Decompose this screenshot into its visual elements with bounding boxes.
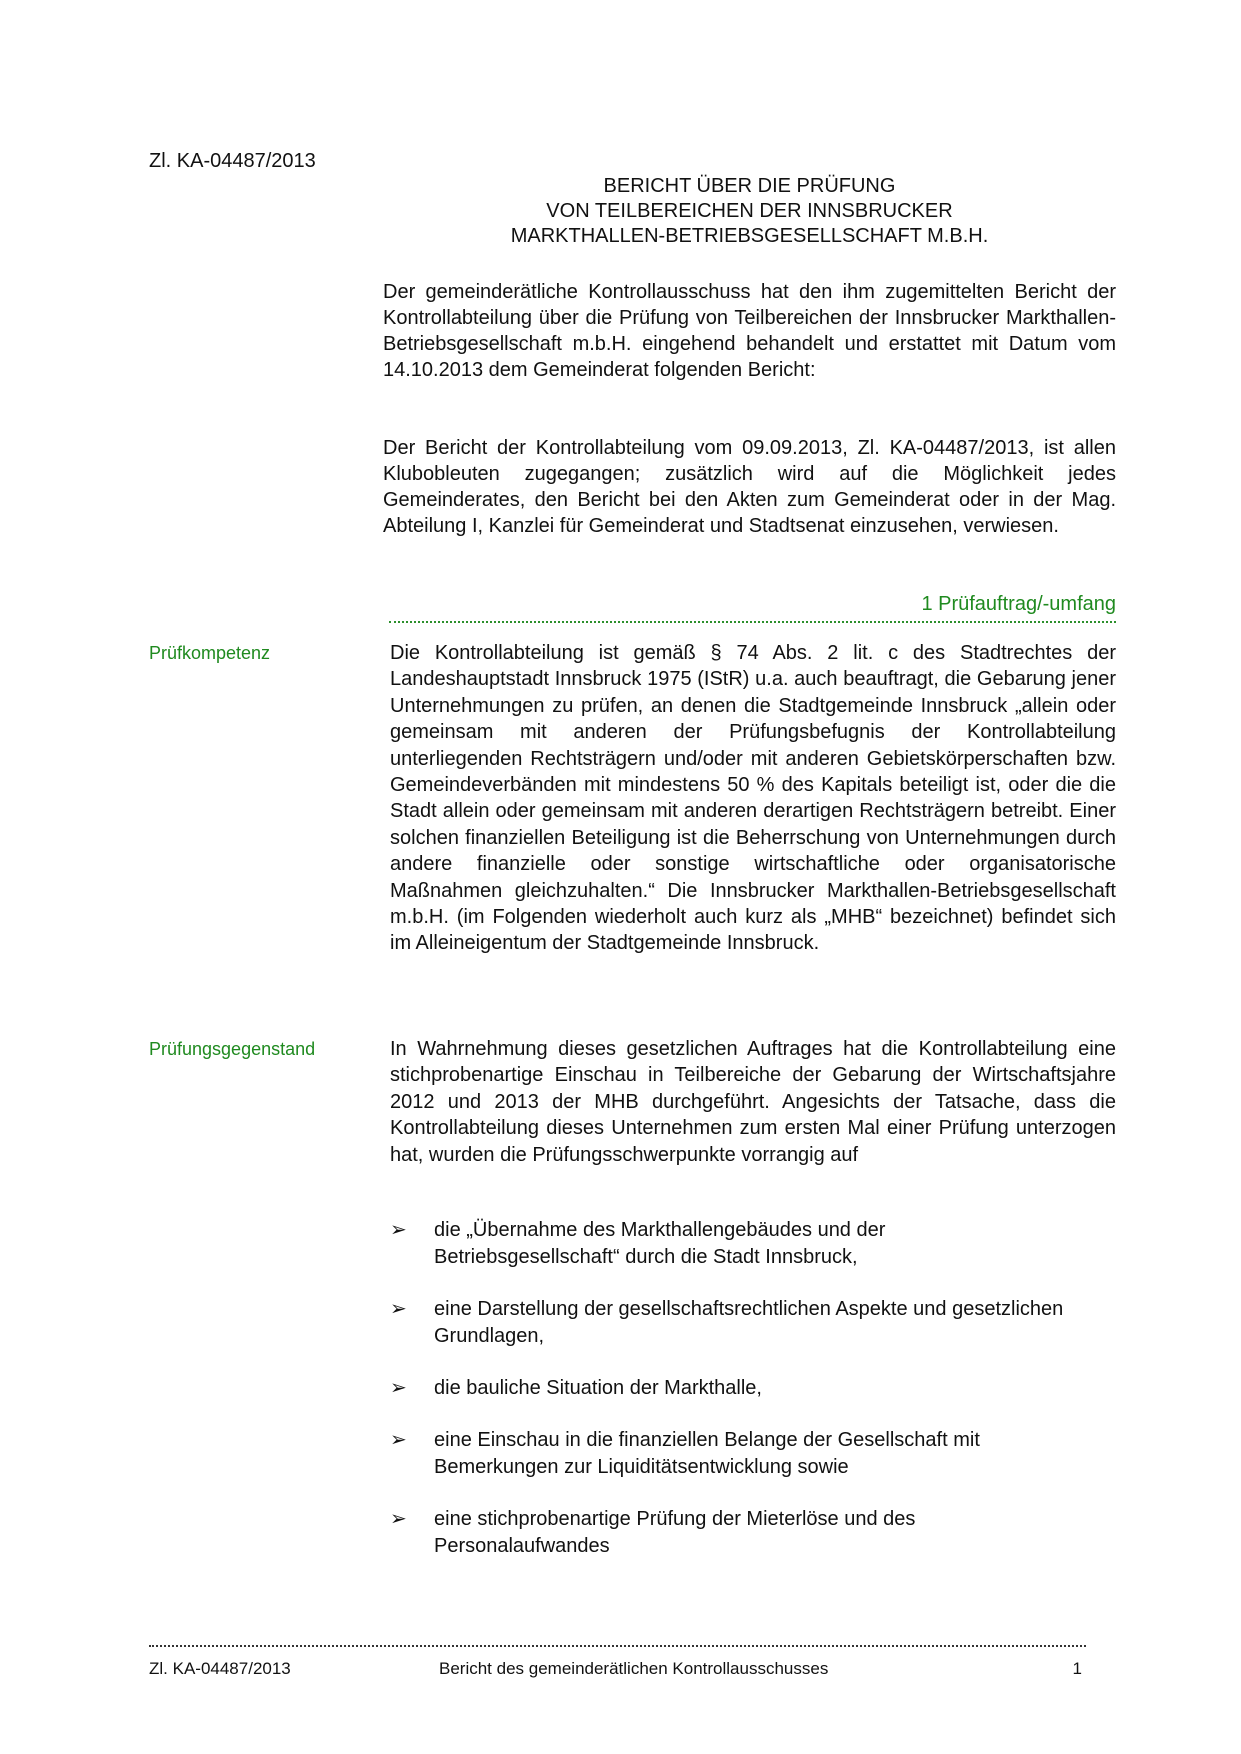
list-item-text: eine Darstellung der gesellschaftsrechtlichen Aspekte und gesetzlichen Grundlagen, [434,1298,1064,1347]
section-divider [389,621,1116,623]
document-reference: Zl. KA-04487/2013 [149,150,316,172]
footer-divider [149,1645,1086,1647]
margin-label-competence: Prüfkompetenz [149,643,271,663]
arrow-bullet-icon: ➢ [390,1219,407,1241]
title-line-1: BERICHT ÜBER DIE PRÜFUNG [603,175,896,197]
list-item-text: die bauliche Situation der Markthalle, [434,1377,762,1399]
page-number: 1 [1072,1659,1082,1678]
list-item-text: eine stichprobenartige Prüfung der Mieterlöse und des Personalaufwandes [434,1508,916,1557]
arrow-bullet-icon: ➢ [390,1377,407,1399]
intro-paragraph-2: Der Bericht der Kontrollabteilung vom 09.09.2013, Zl. KA-04487/2013, ist allen Klubobleuten zugegangen; zusätzlich wird auf die Möglichkeit jedes Gemeinderates, den Bericht bei den Akten zum Gemeinderat oder in der Mag. Abteilung I, Kanzlei für Gemeinderat und Stadtsenat einzusehen, verwiesen. [383,437,1116,537]
section-heading: 1 Prüfauftrag/-umfang [921,593,1116,615]
margin-label-subject: Prüfungsgegenstand [149,1039,316,1059]
list-item-text: die „Übernahme des Markthallengebäudes und der Betriebsgesellschaft“ durch die Stadt Innsbruck, [434,1219,886,1268]
arrow-bullet-icon: ➢ [390,1508,407,1530]
intro-paragraph-1: Der gemeinderätliche Kontrollausschuss hat den ihm zugemittelten Bericht der Kontrollabteilung über die Prüfung von Teilbereichen der Innsbrucker Markthallen-Betriebsgesellschaft m.b.H. eingehend behandelt und erstattet mit Datum vom 14.10.2013 dem Gemeinderat folgenden Bericht: [383,281,1116,381]
document-title [383,174,1116,249]
list-item-text: eine Einschau in die finanziellen Belange der Gesellschaft mit Bemerkungen zur Liquiditätsentwicklung sowie [434,1429,980,1478]
footer-reference: Zl. KA-04487/2013 [149,1659,291,1678]
title-line-2: VON TEILBEREICHEN DER INNSBRUCKER [546,200,953,222]
footer-title: Bericht des gemeinderätlichen Kontrollausschusses [439,1659,829,1678]
competence-paragraph: Die Kontrollabteilung ist gemäß § 74 Abs. 2 lit. c des Stadtrechtes der Landeshauptstadt Innsbruck 1975 (IStR) u.a. auch beauftragt, die Gebarung jener Unternehmungen zu prüfen, an denen die Stadtgemeinde Innsbruck „allein oder gemeinsam mit anderen der Prüfungsbefugnis der Kontrollabteilung unterliegenden Rechtsträgern und/oder mit anderen Gebietskörperschaften bzw. Gemeindeverbänden mit mindestens 50 % des Kapitals beteiligt ist, oder die die Stadt allein oder gemeinsam mit anderen derartigen Rechtsträgern betreibt. Einer solchen finanziellen Beteiligung ist die Beherrschung von Unternehmungen durch andere finanzielle oder sonstige wirtschaftliche oder organisatorische Maßnahmen gleichzuhalten.“ Die Innsbrucker Markthallen-Betriebsgesellschaft m.b.H. (im Folgenden wiederholt auch kurz als „MHB“ bezeichnet) befindet sich im Alleineigentum der Stadtgemeinde Innsbruck. [390,642,1116,955]
arrow-bullet-icon: ➢ [390,1298,407,1320]
arrow-bullet-icon: ➢ [390,1429,407,1451]
subject-paragraph: In Wahrnehmung dieses gesetzlichen Auftrages hat die Kontrollabteilung eine stichprobenartige Einschau in Teilbereiche der Gebarung der Wirtschaftsjahre 2012 und 2013 der MHB durchgeführt. Angesichts der Tatsache, dass die Kontrollabteilung dieses Unternehmen zum ersten Mal einer Prüfung unterzogen hat, wurden die Prüfungsschwerpunkte vorrangig auf [390,1038,1116,1166]
title-line-3: MARKTHALLEN-BETRIEBSGESELLSCHAFT M.B.H. [510,225,989,247]
